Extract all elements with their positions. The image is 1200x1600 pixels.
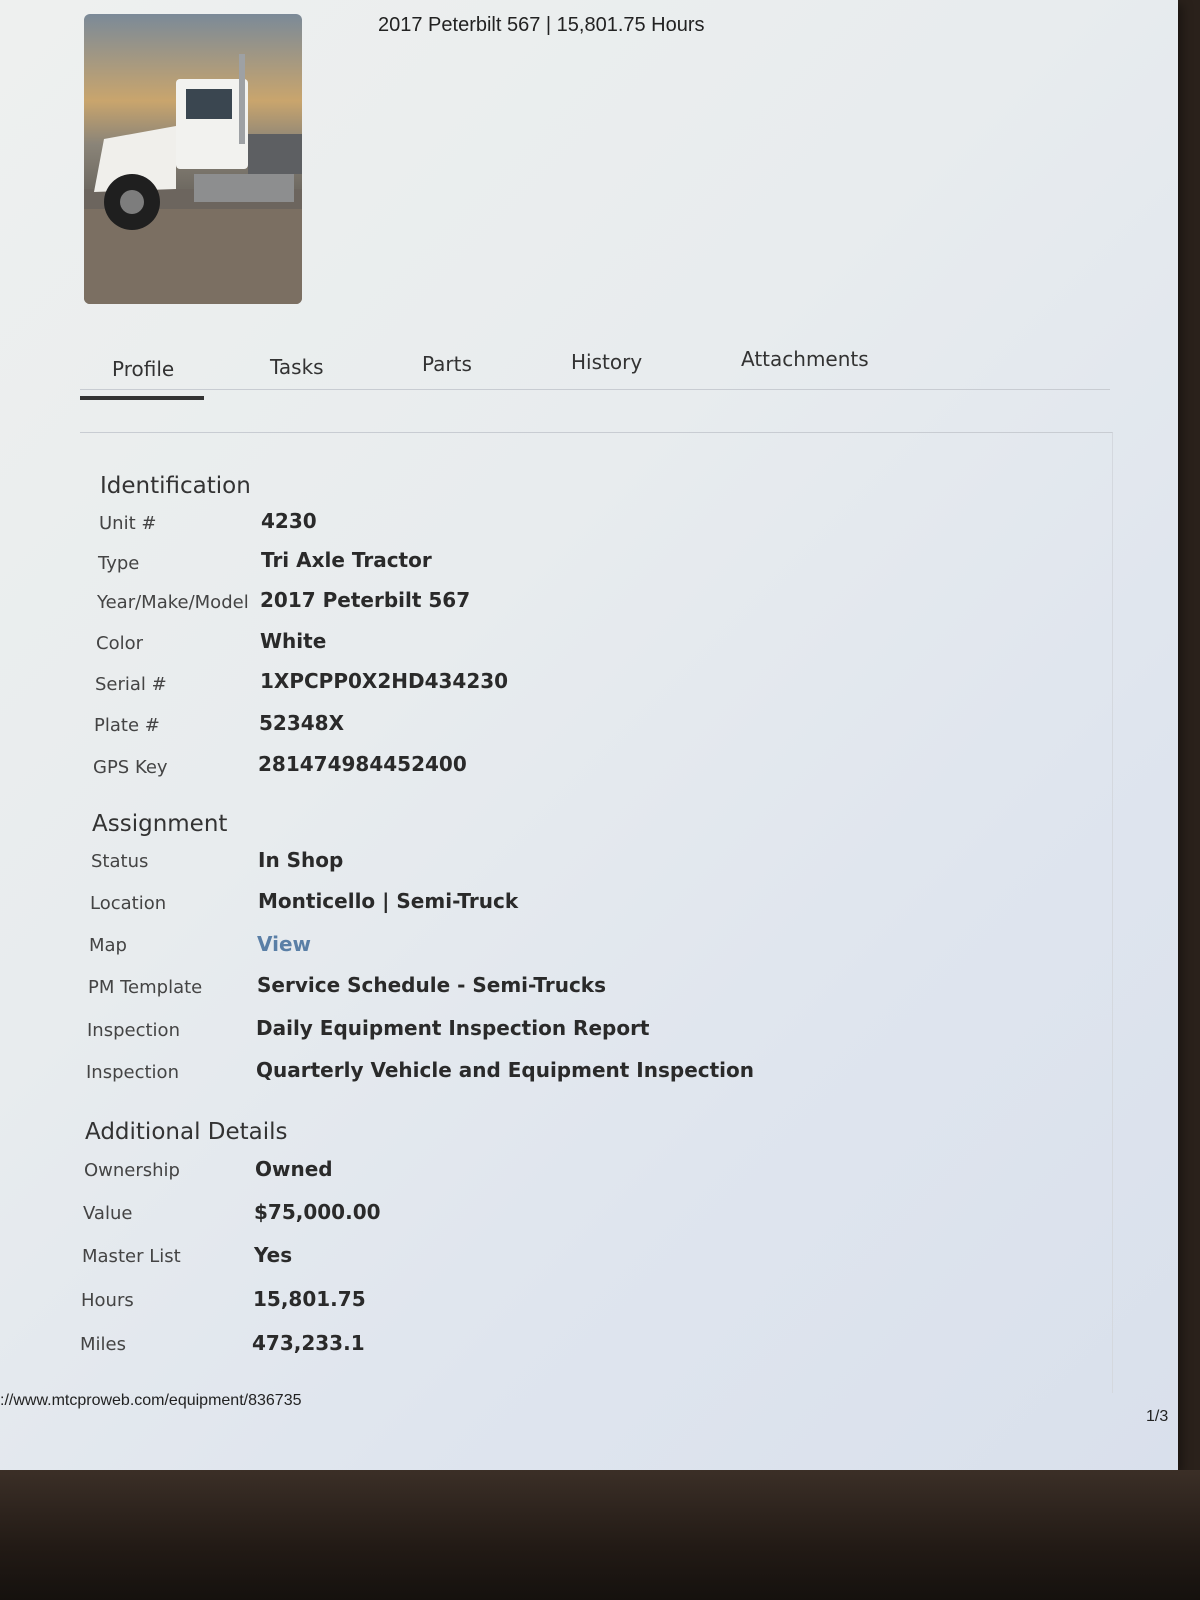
assignment-heading: Assignment — [92, 811, 228, 837]
gps-key-value: 281474984452400 — [258, 752, 467, 776]
equipment-photo — [84, 14, 302, 304]
additional-details-heading: Additional Details — [85, 1119, 288, 1145]
pm-template-value[interactable]: Service Schedule - Semi-Trucks — [257, 973, 607, 997]
tab-profile[interactable]: Profile — [112, 357, 175, 381]
page-title: 2017 Peterbilt 567 | 15,801.75 Hours — [378, 14, 705, 36]
year-make-model-label: Year/Make/Model — [97, 592, 249, 613]
value-label: Value — [83, 1203, 133, 1224]
serial-label: Serial # — [95, 674, 167, 695]
inspection-value-1[interactable]: Daily Equipment Inspection Report — [256, 1016, 650, 1040]
map-view-link[interactable]: View — [257, 932, 312, 956]
footer-url: ://www.mtcproweb.com/equipment/836735 — [0, 1392, 302, 1409]
color-value: White — [260, 629, 327, 653]
tab-attachments[interactable]: Attachments — [741, 347, 869, 371]
gps-key-label: GPS Key — [93, 757, 168, 778]
page-number: 1/3 — [1146, 1408, 1169, 1425]
master-list-value: Yes — [254, 1243, 293, 1267]
miles-label: Miles — [80, 1334, 126, 1355]
profile-panel — [80, 432, 1113, 1393]
identification-heading: Identification — [100, 473, 251, 499]
background-floor — [0, 1470, 1200, 1600]
location-value: Monticello | Semi-Truck — [258, 889, 519, 913]
pm-template-label: PM Template — [88, 977, 203, 998]
status-value: In Shop — [258, 848, 344, 872]
ownership-value: Owned — [255, 1157, 333, 1181]
tab-history[interactable]: History — [571, 350, 643, 374]
serial-value: 1XPCPP0X2HD434230 — [260, 669, 509, 693]
plate-value: 52348X — [259, 711, 344, 735]
tab-bar — [80, 345, 1110, 405]
unit-label: Unit # — [99, 513, 157, 534]
inspection-value-2[interactable]: Quarterly Vehicle and Equipment Inspection — [256, 1058, 755, 1082]
ownership-label: Ownership — [84, 1160, 180, 1181]
type-value: Tri Axle Tractor — [261, 548, 432, 572]
color-label: Color — [96, 633, 143, 654]
master-list-label: Master List — [82, 1246, 181, 1267]
inspection-label-1: Inspection — [87, 1020, 180, 1041]
tab-parts[interactable]: Parts — [422, 352, 472, 376]
value-value: $75,000.00 — [254, 1200, 381, 1224]
miles-value: 473,233.1 — [252, 1331, 365, 1355]
plate-label: Plate # — [94, 715, 160, 736]
map-label: Map — [89, 935, 127, 956]
tab-tasks[interactable]: Tasks — [270, 355, 324, 379]
status-label: Status — [91, 851, 149, 872]
unit-value: 4230 — [261, 509, 317, 533]
location-label: Location — [90, 893, 167, 914]
inspection-label-2: Inspection — [86, 1062, 179, 1083]
type-label: Type — [98, 553, 140, 574]
tab-divider — [80, 389, 1110, 390]
hours-label: Hours — [81, 1290, 134, 1311]
year-make-model-value: 2017 Peterbilt 567 — [260, 588, 471, 612]
hours-value: 15,801.75 — [253, 1287, 366, 1311]
